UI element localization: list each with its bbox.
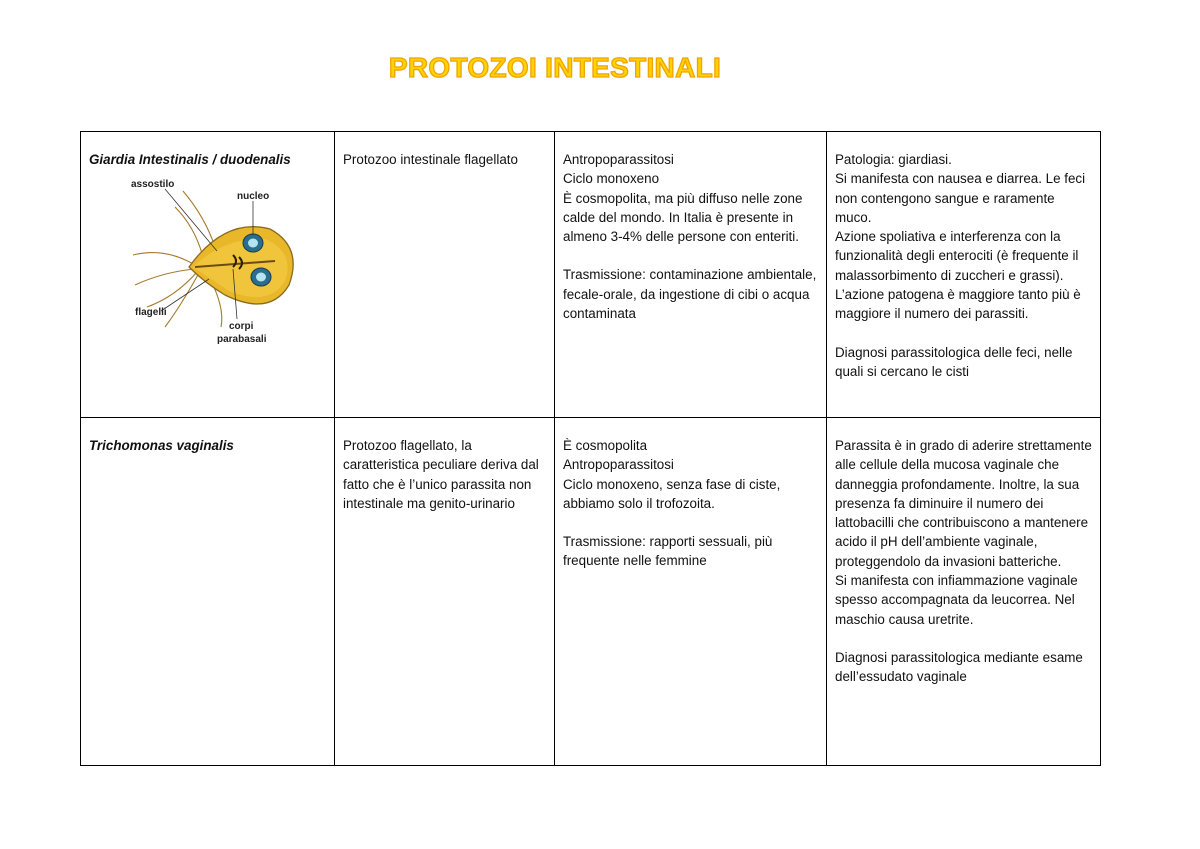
giardia-diagram-icon	[125, 177, 295, 347]
bio-line: Ciclo monoxeno	[563, 171, 660, 187]
patho-line: Si manifesta con infiammazione vaginale spesso accompagnata da leucorrea. Nel maschio causa uretrite.	[835, 573, 1078, 627]
patho-line: Patologia: giardiasi.	[835, 152, 952, 167]
bio-line: Trasmissione: contaminazione ambientale, fecale-orale, da ingestione di cibi o acqua contaminata	[563, 267, 817, 322]
page-title: PROTOZOI INTESTINALI	[388, 52, 722, 83]
cell-description	[335, 132, 555, 418]
label-assostilo: assostilo	[131, 179, 175, 191]
label-corpi: corpi	[229, 321, 254, 333]
table-row	[81, 418, 1101, 766]
description-text: Protozoo flagellato, la caratteristica peculiare deriva dal fatto che è l’unico parassita non intestinale ma genito-urinario	[343, 438, 539, 511]
bio-line: Trasmissione: rapporti sessuali, più frequente nelle femmine	[563, 534, 773, 569]
bio-line: Antropoparassitosi	[563, 457, 674, 473]
cell-biology	[555, 418, 827, 766]
label-flagelli: flagelli	[135, 307, 167, 319]
cell-pathology	[827, 418, 1101, 766]
protozoa-table	[80, 131, 1101, 766]
cell-biology	[555, 132, 827, 418]
cell-description	[335, 418, 555, 766]
description-text: Protozoo intestinale flagellato	[343, 152, 518, 167]
organism-name: Giardia Intestinalis / duodenalis	[89, 152, 291, 167]
cell-name	[81, 418, 335, 766]
patho-line: Parassita è in grado di aderire strettamente alle cellule della mucosa vaginale che danneggia profondamente. Inoltre, la sua presenza fa diminuire il numero dei lattobacilli che contribuiscono a mantenere acido il pH dell’ambiente vaginale, proteggendolo da invasioni batteriche.	[835, 438, 1092, 569]
label-nucleo: nucleo	[237, 191, 270, 203]
bio-line: Antropoparassitosi	[563, 152, 674, 167]
patho-line: Si manifesta con nausea e diarrea. Le feci non contengono sangue e raramente muco.	[835, 171, 1086, 225]
table-row	[81, 132, 1101, 418]
cell-name	[81, 132, 335, 418]
patho-line: Diagnosi parassitologica mediante esame dell’essudato vaginale	[835, 649, 1083, 685]
patho-line: Diagnosi parassitologica delle feci, nelle quali si cercano le cisti	[835, 344, 1073, 379]
cell-pathology	[827, 132, 1101, 418]
bio-line: È cosmopolita, ma più diffuso nelle zone calde del mondo. In Italia è presente in almeno 3-4% delle persone con enteriti.	[563, 190, 803, 245]
organism-name: Trichomonas vaginalis	[89, 438, 234, 453]
label-parabasali: parabasali	[217, 334, 267, 346]
patho-line: Azione spoliativa e interferenza con la funzionalità degli enterociti (è frequente il malassorbimento di zuccheri e grassi). L’azione patogena è maggiore tanto più è maggiore il numero dei parassiti.	[835, 229, 1081, 322]
bio-line: Ciclo monoxeno, senza fase di ciste, abbiamo solo il trofozoita.	[563, 476, 781, 511]
bio-line: È cosmopolita	[563, 438, 648, 453]
